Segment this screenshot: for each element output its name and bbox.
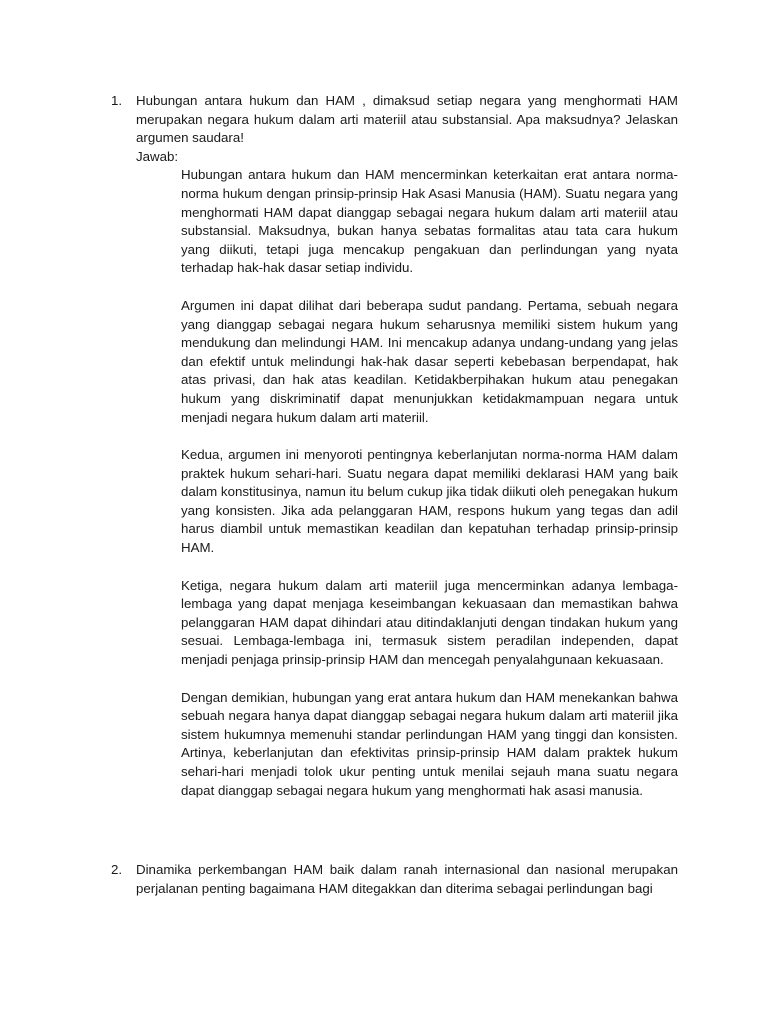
answer-paragraph-3: Kedua, argumen ini menyoroti pentingnya keberlanjutan norma-norma HAM dalam praktek hukum sehari-hari. Suatu negara dapat memiliki deklarasi HAM yang baik dalam konstitusinya, namun itu belum cukup jika tidak diikuti oleh penegakan hukum yang konsisten. Jika ada pelanggaran HAM, respons hukum yang tegas dan adil harus diambil untuk memastikan keadilan dan kepatuhan terhadap prinsip-prinsip HAM. — [181, 447, 678, 556]
answer-paragraph-1: Hubungan antara hukum dan HAM mencerminkan keterkaitan erat antara norma-norma hukum dengan prinsip-prinsip Hak Asasi Manusia (HAM). Suatu negara yang menghormati HAM dapat dianggap sebagai negara hukum dalam arti materiil atau substansial. Maksudnya, bukan hanya sebatas formalitas atau tata cara hukum yang diikuti, tetapi juga mencakup pengakuan dan perlindungan yang nyata terhadap hak-hak dasar setiap individu. — [181, 167, 678, 276]
question-2-number: 2. — [111, 862, 123, 877]
question-1-text: Hubungan antara hukum dan HAM , dimaksud setiap negara yang menghormati HAM merupakan negara hukum dalam arti materiil atau substansial. Apa maksudnya? Jelaskan argumen saudara! — [136, 93, 678, 146]
question-2 — [111, 861, 678, 898]
question-1 — [111, 92, 678, 800]
answer-label: Jawab: — [136, 148, 179, 164]
answer-1 — [181, 166, 678, 800]
answer-paragraph-2: Argumen ini dapat dilihat dari beberapa sudut pandang. Pertama, sebuah negara yang dianggap sebagai negara hukum seharusnya memiliki sistem hukum yang mendukung dan melindungi HAM. Ini mencakup adanya undang-undang yang jelas dan efektif untuk melindungi hak-hak dasar seperti kebebasan berpendapat, hak atas privasi, dan hak atas keadilan. Ketidakberpihakan hukum atau penegakan hukum yang diskriminatif dapat menunjukkan ketidakmampuan negara untuk menjadi negara hukum dalam arti materiil. — [181, 297, 678, 425]
answer-paragraph-4: Ketiga, negara hukum dalam arti materiil juga mencerminkan adanya lembaga-lembaga yang dapat menjaga keseimbangan kekuasaan dan memastikan bahwa pelanggaran HAM dapat dihindari atau ditindaklanjuti dengan tindakan hukum yang sesuai. Lembaga-lembaga ini, termasuk sistem peradilan independen, dapat menjadi penjaga prinsip-prinsip HAM dan mencegah penyalahgunaan kekuasaan. — [181, 577, 678, 668]
question-1-number: 1. — [111, 93, 123, 108]
answer-paragraph-5: Dengan demikian, hubungan yang erat antara hukum dan HAM menekankan bahwa sebuah negara hanya dapat dianggap sebagai negara hukum dalam arti materiil jika sistem hukumnya memenuhi standar perlindungan HAM yang tinggi dan konsisten. Artinya, keberlanjutan dan efektivitas prinsip-prinsip HAM dalam praktek hukum sehari-hari menjadi tolok ukur penting untuk menilai sejauh mana suatu negara dapat dianggap sebagai negara hukum yang menghormati hak asasi manusia. — [181, 689, 678, 798]
question-2-text: Dinamika perkembangan HAM baik dalam ranah internasional dan nasional merupakan perjalanan penting bagaimana HAM ditegakkan dan diterima sebagai perlindungan bagi — [136, 862, 678, 896]
